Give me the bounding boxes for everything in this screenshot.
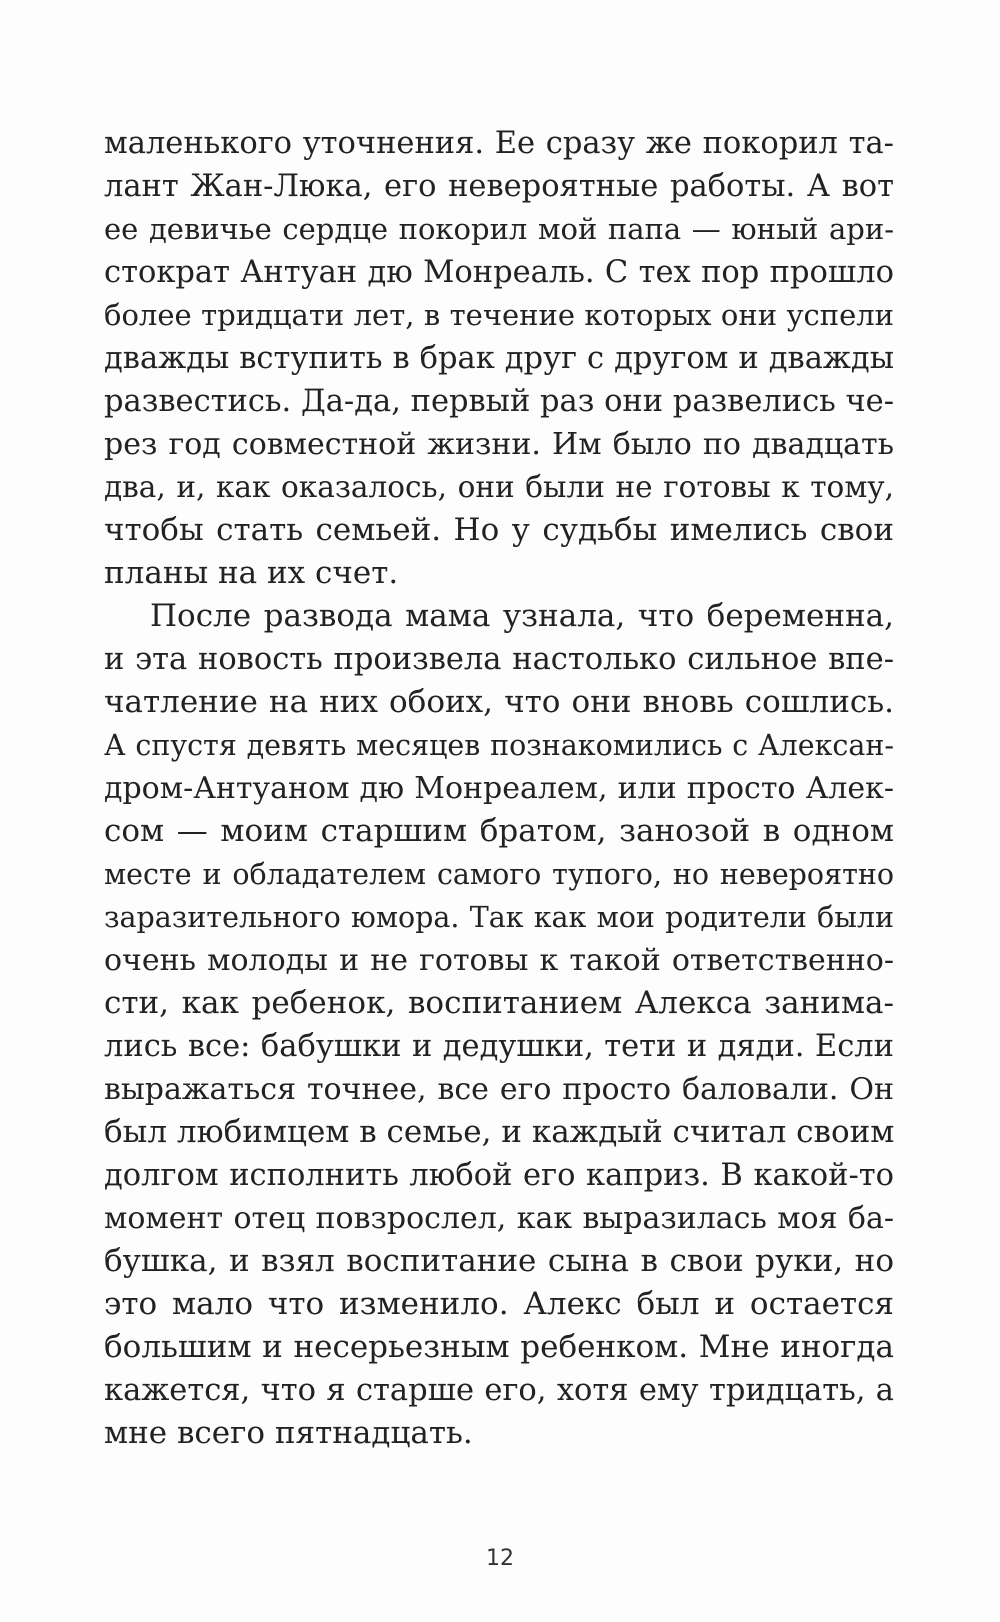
text-line: мне всего пятнадцать. [104, 1415, 473, 1451]
text-line: А спустя девять месяцев познакомились с Алексан- [104, 729, 894, 762]
text-line: заразительного юмора. Так как мои родители были [104, 901, 894, 934]
text-line: лись все: бабушки и дедушки, тети и дяди. Если [104, 1029, 894, 1064]
text-line: планы на их счет. [104, 555, 399, 591]
page-number: 12 [486, 1546, 514, 1571]
text-line: месте и обладателем самого тупого, но невероятно [104, 858, 894, 891]
text-line: сом — моим старшим братом, занозой в одном [104, 813, 894, 849]
text-line: момент отец повзрослел, как выразилась моя ба- [104, 1201, 894, 1236]
text-line: очень молоды и не готовы к такой ответственно- [104, 943, 894, 978]
text-line: дром-Антуаном дю Монреалем, или просто Алек- [104, 771, 894, 806]
text-line: развестись. Да-да, первый раз они развелись че- [104, 384, 894, 419]
body-text [104, 122, 894, 1455]
text-line: После развода мама узнала, что беременна, [150, 598, 894, 634]
text-line: рез год совместной жизни. Им было по двадцать [104, 427, 894, 462]
text-line: ее девичье сердце покорил мой папа — юный ари- [104, 212, 894, 246]
text-line: сти, как ребенок, воспитанием Алекса занима- [104, 985, 894, 1021]
text-line: большим и несерьезным ребенком. Мне иногда [104, 1329, 894, 1365]
text-line: чтобы стать семьей. Но у судьбы имелись свои [104, 512, 894, 548]
text-line: дважды вступить в брак друг с другом и дважды [104, 341, 894, 376]
text-line: долгом исполнить любой его каприз. В какой-то [104, 1158, 894, 1193]
text-line: выражаться точнее, все его просто баловали. Он [104, 1072, 894, 1107]
text-line: бушка, и взял воспитание сына в свои руки, но [104, 1243, 894, 1279]
text-line: и эта новость произвела настолько сильное впе- [104, 642, 894, 677]
text-line: стократ Антуан дю Монреаль. С тех пор прошло [104, 255, 894, 290]
text-line: чатление на них обоих, что они вновь сошлись. [104, 684, 894, 720]
text-line: кажется, что я старше его, хотя ему тридцать, а [104, 1373, 894, 1408]
text-line: маленького уточнения. Ее сразу же покорил та- [104, 126, 894, 161]
text-line: два, и, как оказалось, они были не готовы к тому, [104, 470, 894, 504]
text-line: это мало что изменило. Алекс был и остается [104, 1286, 894, 1322]
text-line: лант Жан-Люка, его невероятные работы. А вот [104, 169, 894, 204]
text-line: более тридцати лет, в течение которых они успели [104, 298, 894, 332]
text-line: был любимцем в семье, и каждый считал своим [104, 1114, 895, 1150]
